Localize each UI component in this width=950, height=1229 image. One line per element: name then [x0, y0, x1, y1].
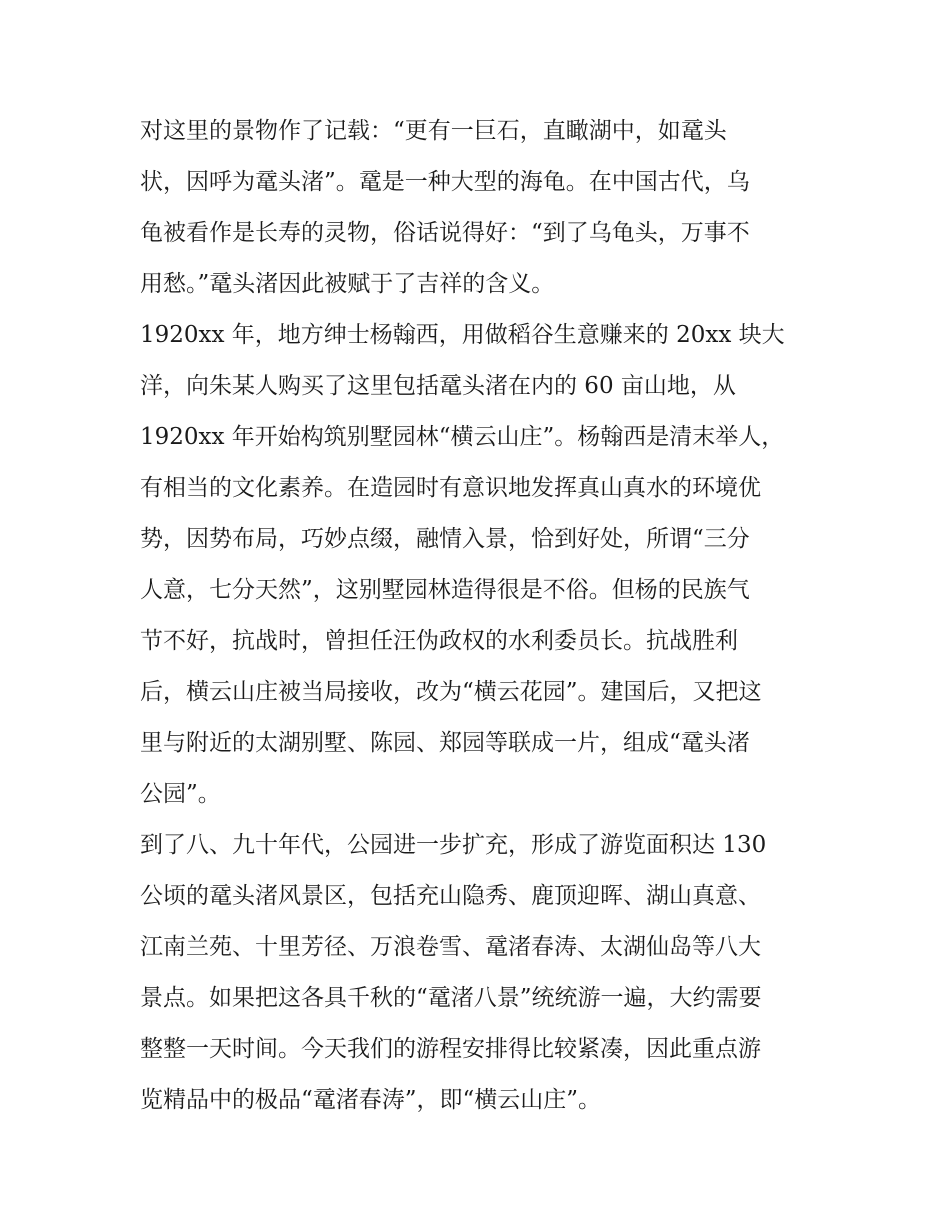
text-line: 公园”。	[140, 781, 221, 807]
text-line: 状，因呼为鼋头渚”。鼋是一种大型的海龟。在中国古代，乌	[140, 169, 750, 195]
text-line: 里与附近的太湖别墅、陈园、郑园等联成一片，组成“鼋头渚	[140, 730, 750, 756]
text-line: 整整一天时间。今天我们的游程安排得比较紧凑，因此重点游	[140, 1036, 761, 1062]
text-line: 洋，向朱某人购买了这里包括鼋头渚在内的 60 亩山地，从	[140, 373, 736, 399]
text-line: 到了八、九十年代，公园进一步扩充，形成了游览面积达 130	[140, 832, 767, 858]
text-line: 1920xx 年，地方绅士杨翰西，用做稻谷生意赚来的 20xx 块大	[140, 322, 785, 348]
text-line: 用愁。”鼋头渚因此被赋于了吉祥的含义。	[140, 271, 555, 297]
document-body	[140, 106, 820, 1126]
text-line: 节不好，抗战时，曾担任汪伪政权的水利委员长。抗战胜利	[140, 628, 738, 654]
text-line: 江南兰苑、十里芳径、万浪卷雪、鼋渚春涛、太湖仙岛等八大	[140, 934, 761, 960]
text-line: 人意，七分天然”，这别墅园林造得很是不俗。但杨的民族气	[140, 577, 750, 603]
text-line: 有相当的文化素养。在造园时有意识地发挥真山真水的环境优	[140, 475, 761, 501]
text-line: 景点。如果把这各具千秋的“鼋渚八景”统统游一遍，大约需要	[140, 985, 762, 1011]
text-line: 览精品中的极品“鼋渚春涛”，即“横云山庄”。	[140, 1087, 602, 1113]
text-line: 龟被看作是长寿的灵物，俗话说得好：“到了乌龟头，万事不	[140, 220, 750, 246]
text-line: 公顷的鼋头渚风景区，包括充山隐秀、鹿顶迎晖、湖山真意、	[140, 883, 761, 909]
text-line: 势，因势布局，巧妙点缀，融情入景，恰到好处，所谓“三分	[140, 526, 750, 552]
text-line: 后，横云山庄被当局接收，改为“横云花园”。建国后，又把这	[140, 679, 762, 705]
text-line: 1920xx 年开始构筑别墅园林“横云山庄”。杨翰西是清末举人，	[140, 424, 785, 450]
text-line: 对这里的景物作了记载：“更有一巨石，直瞰湖中，如鼋头	[140, 118, 727, 144]
